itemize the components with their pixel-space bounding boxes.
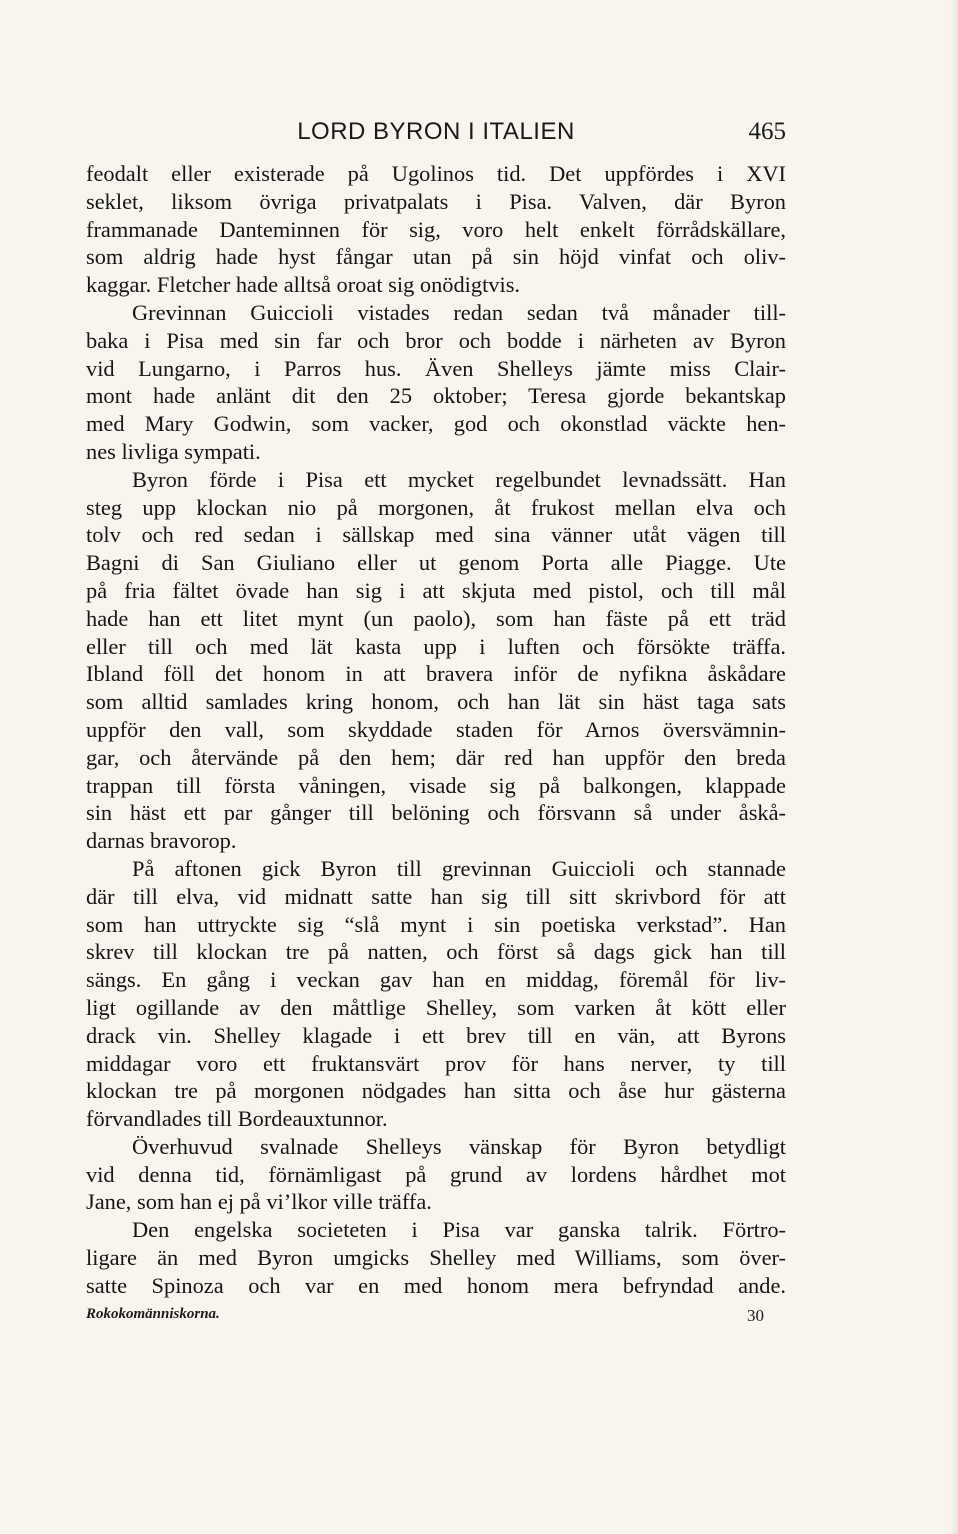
text-line: Byron förde i Pisa ett mycket regelbundet levnadssätt. Han bbox=[132, 466, 786, 492]
text-line: gar, och återvände på den hem; där red han uppför den breda bbox=[86, 744, 786, 770]
text-line: kaggar. Fletcher hade alltså oroat sig onödigtvis. bbox=[86, 272, 521, 298]
text-line: hade han ett litet mynt (un paolo), som han fäste på ett träd bbox=[86, 605, 786, 631]
text-line: På aftonen gick Byron till grevinnan Guiccioli och stannade bbox=[132, 855, 786, 881]
text-line: vid denna tid, förnämligast på grund av lordens hårdhet mot bbox=[86, 1161, 786, 1187]
text-line: baka i Pisa med sin far och bror och bodde i närheten av Byron bbox=[86, 327, 786, 353]
body-text bbox=[86, 160, 786, 1300]
signature-number: 30 bbox=[747, 1306, 764, 1325]
text-line: Grevinnan Guiccioli vistades redan sedan två månader till- bbox=[132, 299, 786, 325]
text-line: seklet, liksom övriga privatpalats i Pisa. Valven, där Byron bbox=[86, 188, 786, 214]
text-line: som alltid samlades kring honom, och han lät sin häst taga sats bbox=[86, 689, 786, 715]
text-line: klockan tre på morgonen nödgades han sitta och åse hur gästerna bbox=[86, 1078, 786, 1104]
text-line: Bagni di San Giuliano eller ut genom Porta alle Piagge. Ute bbox=[86, 550, 786, 576]
text-line: trappan till första våningen, visade sig på balkongen, klappade bbox=[86, 772, 786, 798]
page-edge bbox=[950, 0, 958, 1534]
text-line: på fria fältet övade han sig i att skjuta med pistol, och till mål bbox=[86, 577, 786, 603]
text-line: nes livliga sympati. bbox=[86, 438, 261, 464]
text-line: som aldrig hade hyst fångar utan på sin höjd vinfat och oliv- bbox=[86, 244, 786, 270]
text-line: som han uttryckte sig “slå mynt i sin poetiska verkstad”. Han bbox=[86, 911, 786, 937]
text-line: ligare än med Byron umgicks Shelley med Williams, som över- bbox=[86, 1245, 786, 1271]
text-line: ligt ogillande av den måttlige Shelley, som varken åt kött eller bbox=[86, 994, 786, 1020]
text-line: darnas bravorop. bbox=[86, 828, 237, 854]
text-line: sin häst ett par gånger till belöning och försvann så under åskå- bbox=[86, 800, 786, 826]
text-line: eller till och med lät kasta upp i luften och försökte träffa. bbox=[86, 633, 786, 659]
running-header bbox=[86, 118, 786, 152]
text-line: med Mary Godwin, som vacker, god och okonstlad väckte hen- bbox=[86, 411, 786, 437]
text-line: där till elva, vid midnatt satte han sig till sitt skrivbord för att bbox=[86, 883, 786, 909]
text-line: frammanade Danteminnen för sig, voro helt enkelt förrådskällare, bbox=[86, 216, 786, 242]
text-line: satte Spinoza och var en med honom mera befryndad ande. bbox=[86, 1272, 786, 1298]
text-line: Överhuvud svalnade Shelleys vänskap för Byron betydligt bbox=[132, 1133, 786, 1159]
text-line: tolv och red sedan i sällskap med sina vänner utåt vägen till bbox=[86, 522, 786, 548]
text-line: vid Lungarno, i Parros hus. Även Shelleys jämte miss Clair- bbox=[86, 355, 786, 381]
text-line: Jane, som han ej på vi’lkor ville träffa. bbox=[86, 1189, 432, 1215]
text-line: drack vin. Shelley klagade i ett brev till en vän, att Byrons bbox=[86, 1022, 786, 1048]
running-title: LORD BYRON I ITALIEN bbox=[297, 118, 575, 145]
page-number: 465 bbox=[748, 118, 786, 145]
text-line: middagar voro ett fruktansvärt prov för hans nerver, ty till bbox=[86, 1050, 786, 1076]
signature-mark: Rokokomänniskorna. bbox=[86, 1306, 220, 1322]
text-line: steg upp klockan nio på morgonen, åt frukost mellan elva och bbox=[86, 494, 786, 520]
text-line: Ibland föll det honom in att bravera inför de nyfikna åskådare bbox=[86, 661, 786, 687]
text-line: feodalt eller existerade på Ugolinos tid. Det uppfördes i XVI bbox=[86, 161, 786, 186]
text-line: Den engelska societeten i Pisa var ganska talrik. Förtro- bbox=[132, 1217, 786, 1243]
text-line: sängs. En gång i veckan gav han en middag, föremål för liv- bbox=[86, 967, 786, 993]
text-line: uppför den vall, som skyddade staden för Arnos översvämnin- bbox=[86, 716, 786, 742]
text-line: skrev till klockan tre på natten, och först så dags gick han till bbox=[86, 939, 786, 965]
page-footer bbox=[86, 1306, 764, 1332]
text-line: förvandlades till Bordeauxtunnor. bbox=[86, 1106, 388, 1132]
text-line: mont hade anlänt dit den 25 oktober; Teresa gjorde bekantskap bbox=[86, 383, 786, 409]
